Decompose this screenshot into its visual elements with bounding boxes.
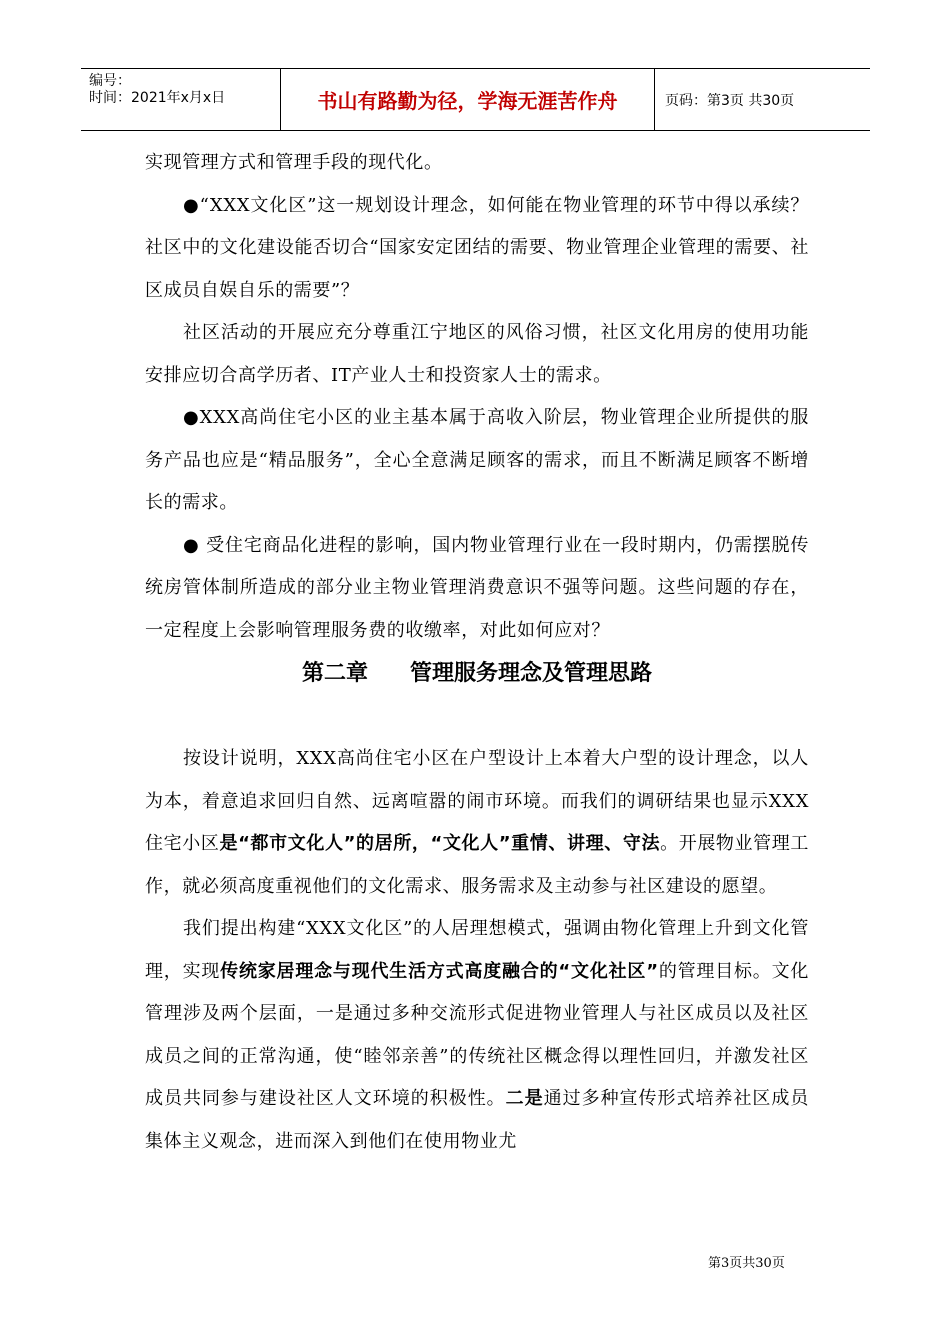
header-number: 编号： bbox=[89, 73, 131, 89]
page-body bbox=[145, 142, 809, 1163]
header-time: 时间：2021年x月x日 bbox=[89, 90, 226, 106]
text-run: 按设计说明，XXX高尚住宅小区在户型设计上本着大户型的设计理念，以人为本，着意追求回归自然、远离喧嚣的闹市环境。而我们的调研结果也显示XXX住宅小区 bbox=[145, 748, 809, 854]
chapter-heading bbox=[145, 654, 809, 738]
header-meta bbox=[81, 69, 281, 130]
paragraph bbox=[145, 738, 809, 908]
header-page: 页码：第3页 共30页 bbox=[665, 92, 795, 109]
header-motto: 书山有路勤为径，学海无涯苦作舟 bbox=[281, 69, 655, 130]
chapter-title: 管理服务理念及管理思路 bbox=[410, 661, 653, 686]
paragraph: 社区活动的开展应充分尊重江宁地区的风俗习惯，社区文化用房的使用功能安排应切合高学历者、IT产业人士和投资家人士的需求。 bbox=[145, 322, 809, 386]
paragraph-bullet: ●“XXX文化区”这一规划设计理念，如何能在物业管理的环节中得以承续？社区中的文化建设能否切合“国家安定团结的需要、物业管理企业管理的需要、社区成员自娱自乐的需要”？ bbox=[145, 194, 809, 301]
emphasis-text: 传统家居理念与现代生活方式高度融合的“文化社区” bbox=[220, 960, 659, 982]
chapter-number: 第二章 bbox=[301, 661, 368, 686]
emphasis-text: 二是 bbox=[505, 1088, 544, 1109]
paragraph: 实现管理方式和管理手段的现代化。 bbox=[145, 152, 443, 173]
document-header bbox=[81, 68, 870, 131]
text-run: 的管理目标。文化管理涉及两个层面，一是通过多种交流形式促进物业管理人与社区成员以及社区成员之间的正常沟通，使“睦邻亲善”的传统社区概念得以理性回归，并激发社区成员共同参与建设社区人文环境的积极性。 bbox=[145, 960, 809, 1109]
emphasis-text: 是“都市文化人”的居所，“文化人”重情、讲理、守法 bbox=[219, 833, 661, 854]
text-run: 我们提出构建“XXX文化区”的人居理想模式，强调由物化管理上升到文化管理，实现 bbox=[145, 918, 809, 982]
page-footer: 第3页共30页 bbox=[708, 1256, 785, 1271]
text-run: 通过多种宣传形式培养社区成员集体主义观念，进而深入到他们在使用物业尤 bbox=[145, 1088, 809, 1152]
text-run: 。开展物业管理工作，就必须高度重视他们的文化需求、服务需求及主动参与社区建设的愿望。 bbox=[145, 833, 809, 897]
paragraph bbox=[145, 908, 809, 1163]
paragraph-bullet: ● 受住宅商品化进程的影响，国内物业管理行业在一段时期内，仍需摆脱传统房管体制所造成的部分业主物业管理消费意识不强等问题。这些问题的存在，一定程度上会影响管理服务费的收缴率，对此如何应对？ bbox=[145, 534, 809, 641]
paragraph-bullet: ●XXX高尚住宅小区的业主基本属于高收入阶层，物业管理企业所提供的服务产品也应是“精品服务”，全心全意满足顾客的需求，而且不断满足顾客不断增长的需求。 bbox=[145, 407, 809, 513]
